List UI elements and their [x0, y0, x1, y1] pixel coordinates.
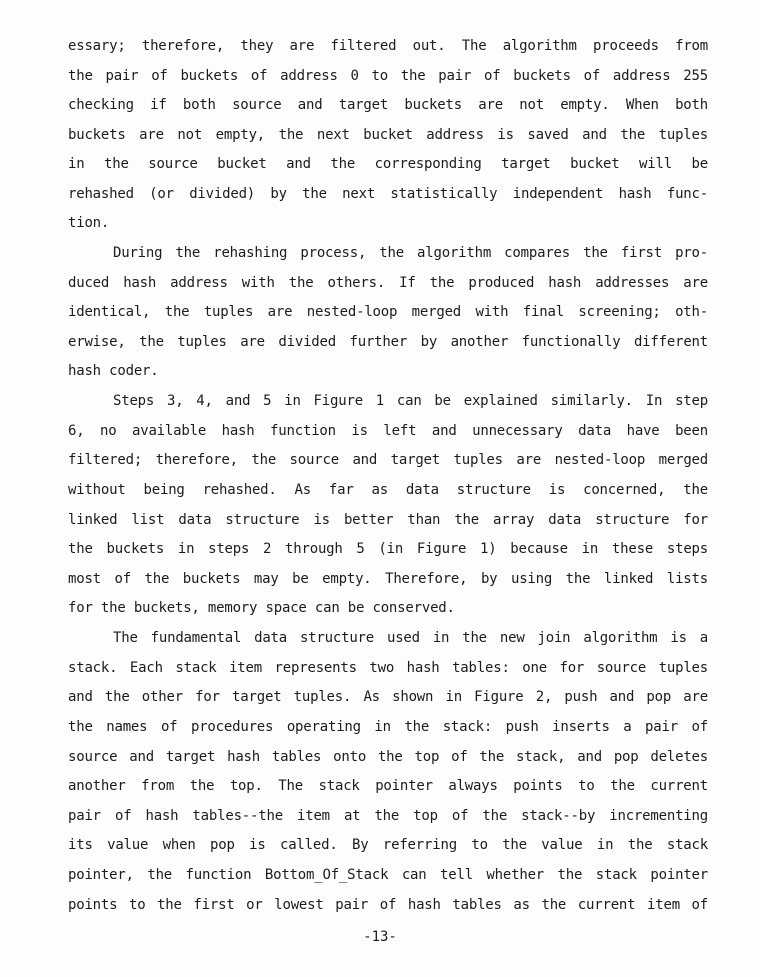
paragraph-first-line: Steps 3, 4, and 5 in Figure 1 can be explained similarly. In step — [113, 393, 708, 409]
text-line: the buckets in steps 2 through 5 (in Figure 1) because in these steps — [68, 541, 708, 557]
text-line: erwise, the tuples are divided further by another functionally different — [68, 334, 708, 350]
text-line: hash coder. — [68, 363, 159, 379]
text-line: filtered; therefore, the source and target tuples are nested-loop merged — [68, 452, 708, 468]
text-line: the names of procedures operating in the stack: push inserts a pair of — [68, 719, 708, 735]
text-line: and the other for target tuples. As shown in Figure 2, push and pop are — [68, 689, 708, 705]
text-line: duced hash address with the others. If the produced hash addresses are — [68, 275, 708, 291]
text-line: tion. — [68, 215, 110, 231]
text-line: essary; therefore, they are filtered out. The algorithm proceeds from — [68, 38, 708, 54]
text-line: without being rehashed. As far as data structure is concerned, the — [68, 482, 708, 498]
text-line: points to the first or lowest pair of hash tables as the current item of — [68, 897, 708, 913]
text-line: buckets are not empty, the next bucket address is saved and the tuples — [68, 127, 708, 143]
text-line: its value when pop is called. By referring to the value in the stack — [68, 837, 708, 853]
page-number: -13- — [363, 929, 397, 945]
text-line: checking if both source and target buckets are not empty. When both — [68, 97, 708, 113]
text-line: in the source bucket and the corresponding target bucket will be — [68, 156, 708, 172]
text-line: most of the buckets may be empty. Therefore, by using the linked lists — [68, 571, 708, 587]
text-line: identical, the tuples are nested-loop merged with final screening; oth- — [68, 304, 708, 320]
text-line: stack. Each stack item represents two hash tables: one for source tuples — [68, 660, 708, 676]
text-line: another from the top. The stack pointer always points to the current — [68, 778, 708, 794]
text-line: 6, no available hash function is left and unnecessary data have been — [68, 423, 708, 439]
paragraph-first-line: During the rehashing process, the algorithm compares the first pro- — [113, 245, 708, 261]
text-line: for the buckets, memory space can be conserved. — [68, 600, 455, 616]
text-line: the pair of buckets of address 0 to the pair of buckets of address 255 — [68, 68, 708, 84]
text-line: source and target hash tables onto the top of the stack, and pop deletes — [68, 749, 708, 765]
text-line: pair of hash tables--the item at the top of the stack--by incrementing — [68, 808, 708, 824]
text-line: pointer, the function Bottom_Of_Stack can tell whether the stack pointer — [68, 867, 708, 883]
text-line: rehashed (or divided) by the next statistically independent hash func- — [68, 186, 708, 202]
paragraph-first-line: The fundamental data structure used in the new join algorithm is a — [113, 630, 708, 646]
text-line: linked list data structure is better than the array data structure for — [68, 512, 708, 528]
